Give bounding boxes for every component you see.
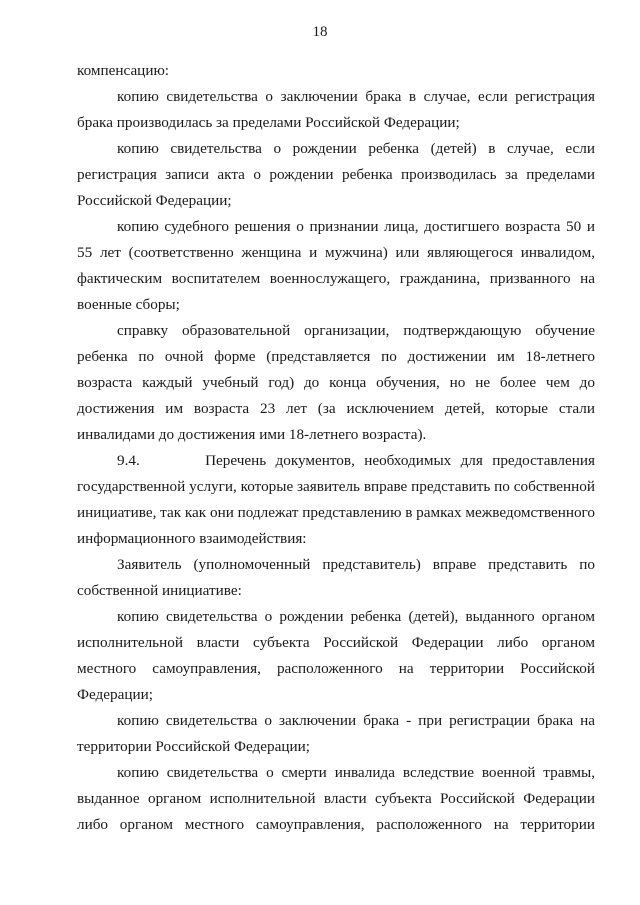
paragraph-birth-certificate-rf: копию свидетельства о рождении ребенка (детей), выданного органом исполнительной власти субъекта Российской Федерации либо органом местного самоуправления, расположенного на территории Российской Федерации; (77, 608, 595, 703)
paragraph-marriage-certificate-abroad: копию свидетельства о заключении брака в случае, если регистрация брака производилась за пределами Российской Федерации; (77, 88, 595, 131)
paragraph-marriage-certificate-rf: копию свидетельства о заключении брака - при регистрации брака на территории Российской Федерации; (77, 712, 595, 755)
paragraph-applicant-initiative: Заявитель (уполномоченный представитель) вправе представить по собственной инициативе: (77, 556, 595, 599)
document-body (77, 58, 595, 838)
paragraph-education-certificate: справку образовательной организации, подтверждающую обучение ребенка по очной форме (представляется по достижении им 18-летнего возраста каждый учебный год) до конца обучения, но не более чем до достижения им возраста 23 лет (за исключением детей, которые стали инвалидами до достижения ими 18-летнего возраста). (77, 322, 595, 443)
paragraph-compensation: компенсацию: (77, 62, 170, 79)
paragraph-court-decision: копию судебного решения о признании лица, достигшего возраста 50 и 55 лет (соответственно женщина и мужчина) или являющегося инвалидом, фактическим воспитателем военнослужащего, гражданина, призванного на военные сборы; (77, 218, 595, 313)
paragraph-death-certificate: копию свидетельства о смерти инвалида вследствие военной травмы, выданное органом исполнительной власти субъекта Российской Федерации либо органом местного самоуправления, расположенного на территории (77, 764, 595, 833)
page-number: 18 (312, 24, 328, 40)
paragraph-birth-certificate-abroad: копию свидетельства о рождении ребенка (детей) в случае, если регистрация записи акта о рождении ребенка производилась за пределами Российской Федерации; (77, 140, 595, 209)
paragraph-section-9-4: 9.4. Перечень документов, необходимых для предоставления государственной услуги, которые заявитель вправе представить по собственной инициативе, так как они подлежат представлению в рамках межведомственного информационного взаимодействия: (77, 452, 596, 547)
